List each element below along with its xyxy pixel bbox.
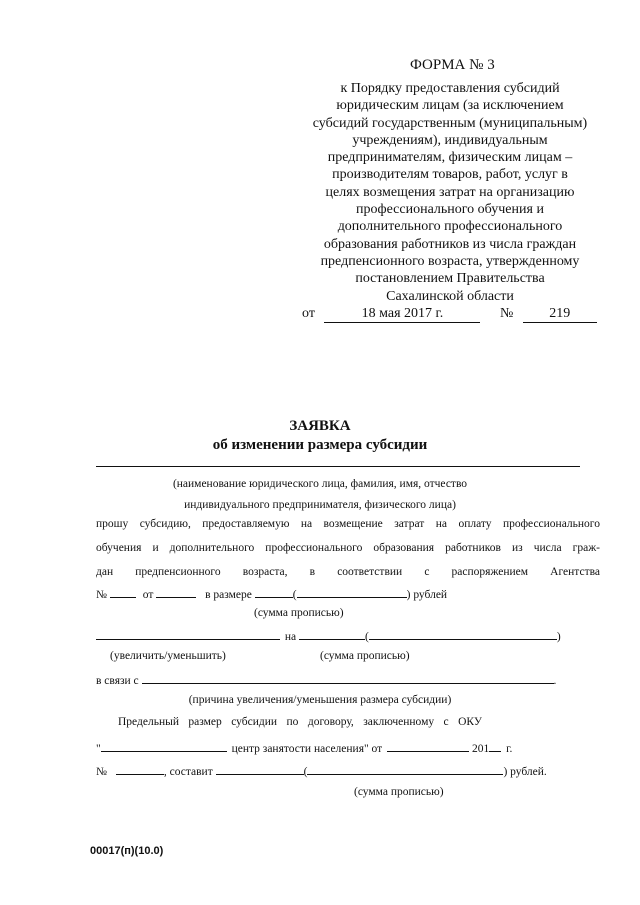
header-line: дополнительного профессионального <box>337 219 563 235</box>
contract-date-field[interactable] <box>387 740 469 752</box>
header-line: профессионального обучения и <box>356 202 544 218</box>
decree-date-line <box>302 306 597 323</box>
limit-amount-field[interactable] <box>216 763 304 775</box>
limit-amount-words-field[interactable] <box>307 763 503 775</box>
employment-center-name-field[interactable] <box>101 740 227 752</box>
increase-decrease-caption: (увеличить/уменьшить) <box>110 650 226 662</box>
applicant-name-caption: (наименование юридического лица, фамилия, имя, отчество <box>172 478 468 490</box>
order-date-label: от <box>142 589 154 601</box>
applicant-name-caption: индивидуального предпринимателя, физического лица) <box>184 499 456 511</box>
sum-caption: (сумма прописью) <box>254 607 344 619</box>
reason-field[interactable] <box>142 672 554 684</box>
order-date-field[interactable] <box>156 586 196 598</box>
paren-open: ( <box>303 766 308 778</box>
change-amount-words-field[interactable] <box>369 628 557 640</box>
contract-number-label: № <box>96 766 107 778</box>
order-number-label: № <box>96 589 107 601</box>
quote-open: " <box>96 743 101 755</box>
header-line: постановлением Правительства <box>355 271 545 287</box>
header-line: образования работников из числа граждан <box>323 236 577 252</box>
amount-field[interactable] <box>255 586 293 598</box>
amount-words-field[interactable] <box>297 586 407 598</box>
by-label: на <box>284 631 297 643</box>
decree-date: 18 мая 2017 г. <box>324 306 480 323</box>
header-line: к Порядку предоставления субсидий <box>340 81 560 96</box>
sum-caption: (сумма прописью) <box>320 650 410 662</box>
header-line: субсидий государственным (муниципальным) <box>312 115 588 131</box>
change-amount-line <box>96 628 561 643</box>
header-line: предпенсионного возраста, утвержденному <box>320 253 580 269</box>
paren-close: ) <box>556 631 561 643</box>
date-from-label: от <box>302 306 315 321</box>
document-subtitle: об изменении размера субсидии <box>212 437 428 453</box>
amount-label: в размере <box>205 589 252 601</box>
header-line: предпринимателям, физическим лицам – <box>327 150 573 166</box>
increase-decrease-field[interactable] <box>96 628 280 640</box>
contract-number-field[interactable] <box>116 763 164 775</box>
form-code: 00017(п)(10.0) <box>90 845 164 857</box>
body-text-line: дан предпенсионного возраста, в соответствии с распоряжением Агентства <box>96 566 600 578</box>
paren-open: ( <box>292 589 297 601</box>
document-title: ЗАЯВКА <box>289 418 351 434</box>
header-line: целях возмещения затрат на организацию <box>325 184 575 200</box>
body-text-line: прошу субсидию, предоставляемую на возмещение затрат на оплату профессионального <box>96 518 600 530</box>
employment-center-label: центр занятости населения" от <box>231 743 383 755</box>
decree-number-label: № <box>499 306 514 321</box>
rubles-label: ) рублей <box>406 589 448 601</box>
body-text-line: Предельный размер субсидии по договору, заключенному с ОКУ <box>118 716 482 728</box>
header-reference-block <box>290 80 610 305</box>
year-label: г. <box>506 743 513 755</box>
header-line: юридическим лицам (за исключением <box>336 98 564 114</box>
year-prefix: 201 <box>471 743 490 755</box>
reason-line <box>96 672 556 687</box>
sum-caption: (сумма прописью) <box>354 786 444 798</box>
rubles-label: ) рублей. <box>503 766 547 778</box>
reason-label: в связи с <box>96 675 139 687</box>
form-number: ФОРМА № 3 <box>410 57 495 73</box>
will-be-label: , составит <box>163 766 213 778</box>
body-text-line: обучения и дополнительного профессионального образования работников из числа граж- <box>96 542 600 554</box>
reason-caption: (причина увеличения/уменьшения размера субсидии) <box>188 694 452 706</box>
header-line: производителям товаров, работ, услуг в <box>332 167 568 183</box>
header-line: учреждениям), индивидуальным <box>352 132 548 148</box>
order-details-line <box>96 586 447 601</box>
paren-open: ( <box>365 631 369 643</box>
period: . <box>553 675 557 687</box>
year-suffix-field[interactable] <box>489 740 501 752</box>
header-line: Сахалинской области <box>386 288 514 304</box>
decree-number: 219 <box>523 306 597 323</box>
change-amount-field[interactable] <box>299 628 365 640</box>
order-number-field[interactable] <box>110 586 136 598</box>
contract-amount-line <box>96 763 547 778</box>
applicant-name-line[interactable] <box>96 466 580 467</box>
employment-center-line <box>96 740 512 755</box>
